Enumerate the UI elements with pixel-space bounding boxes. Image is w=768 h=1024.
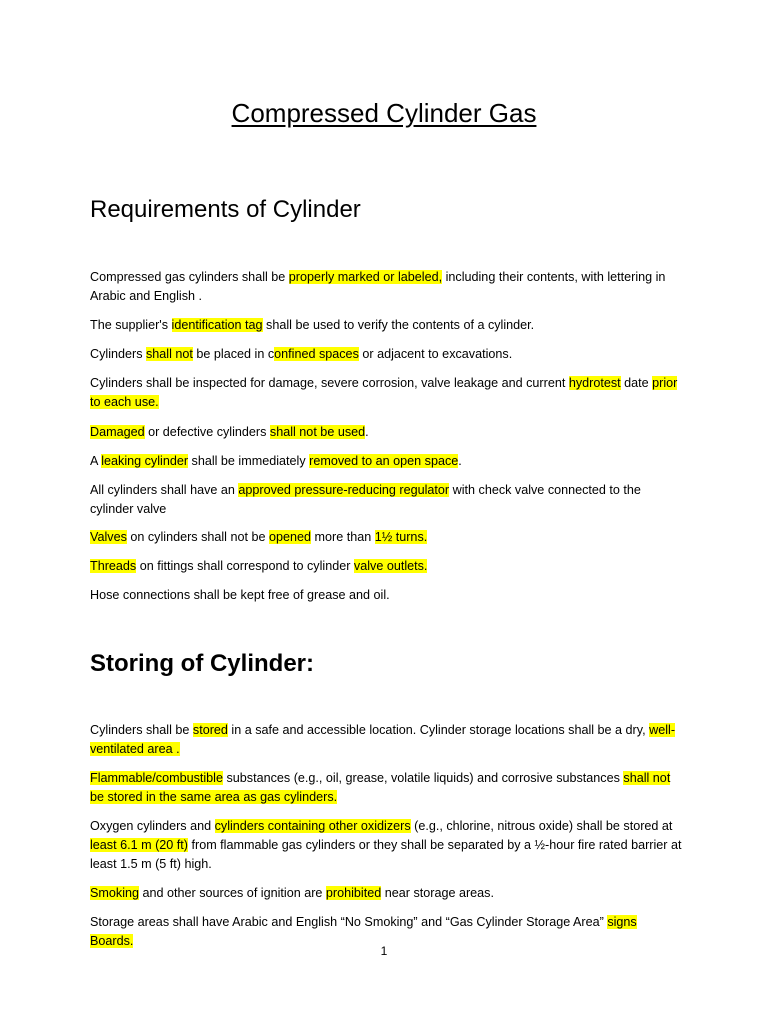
highlighted-text: onfined spaces	[274, 347, 359, 361]
requirements-paragraph-2	[90, 316, 682, 335]
text-run: Storage areas shall have Arabic and English “No Smoking” and “Gas Cylinder Storage Area”	[90, 915, 608, 929]
highlighted-text: least 6.1 m (20 ft)	[90, 838, 188, 852]
storing-heading: Storing of Cylinder:	[90, 650, 314, 677]
highlighted-text: properly marked or labeled,	[288, 270, 443, 284]
text-run: be placed in c	[192, 347, 275, 361]
document-title: Compressed Cylinder Gas	[231, 98, 537, 128]
text-run: with check valve connected to the cylinder valve	[90, 483, 641, 516]
highlighted-text: Threads	[90, 559, 137, 573]
highlighted-text: Smoking	[90, 886, 139, 900]
highlighted-text: Flammable/combustible	[90, 771, 223, 785]
highlighted-text: stored	[192, 723, 228, 737]
requirements-paragraph-9	[90, 557, 682, 576]
text-run: near storage areas.	[381, 886, 494, 900]
storing-paragraph-1	[90, 721, 682, 759]
text-run: or defective cylinders	[144, 425, 270, 439]
requirements-paragraph-3	[90, 345, 682, 364]
highlighted-text: prior to each use.	[90, 376, 678, 409]
text-run: Cylinders	[90, 347, 146, 361]
text-run: The supplier's	[90, 318, 172, 332]
text-run: A	[90, 454, 102, 468]
requirements-paragraph-1	[90, 268, 682, 306]
highlighted-text: approved pressure-reducing regulator	[238, 483, 450, 497]
text-run: All cylinders shall have an	[90, 483, 239, 497]
text-run: Hose connections shall be kept free of grease and oil.	[90, 588, 390, 602]
requirements-paragraph-4	[90, 374, 682, 412]
text-run: .	[365, 425, 369, 439]
highlighted-text: opened	[269, 530, 312, 544]
text-run: and other sources of ignition are	[139, 886, 326, 900]
text-run: substances (e.g., oil, grease, volatile liquids) and corrosive substances	[223, 771, 624, 785]
highlighted-text: shall not be used	[269, 425, 366, 439]
requirements-heading: Requirements of Cylinder	[90, 196, 361, 223]
highlighted-text: hydrotest	[568, 376, 621, 390]
text-run: more than	[311, 530, 375, 544]
highlighted-text: well-ventilated area .	[90, 723, 676, 756]
highlighted-text: valve outlets.	[353, 559, 428, 573]
highlighted-text: shall not	[146, 347, 193, 361]
storing-paragraph-2	[90, 769, 682, 807]
text-run: .	[458, 454, 462, 468]
requirements-paragraph-6	[90, 452, 682, 471]
text-run: from flammable gas cylinders or they shall be separated by a ½-hour fire rated barrier at least 1.5 m (5 ft) high.	[90, 838, 682, 871]
text-run: Cylinders shall be inspected for damage, severe corrosion, valve leakage and current	[90, 376, 569, 390]
requirements-paragraph-10	[90, 586, 682, 605]
text-run: shall be immediately	[188, 454, 310, 468]
requirements-paragraph-8	[90, 528, 682, 547]
highlighted-text: identification tag	[171, 318, 263, 332]
text-run: on cylinders shall not be	[126, 530, 269, 544]
highlighted-text: Damaged	[90, 425, 145, 439]
highlighted-text: shall not be stored in the same area as gas cylinders.	[90, 771, 671, 804]
highlighted-text: prohibited	[325, 886, 382, 900]
storing-paragraph-3	[90, 817, 682, 874]
highlighted-text: leaking cylinder	[101, 454, 189, 468]
text-run: (e.g., chlorine, nitrous oxide) shall be stored at	[410, 819, 673, 833]
text-run: Oxygen cylinders and	[90, 819, 215, 833]
text-run: including their contents, with lettering in Arabic and English .	[90, 270, 666, 303]
highlighted-text: signs Boards.	[90, 915, 637, 948]
text-run: Compressed gas cylinders shall be	[90, 270, 289, 284]
requirements-paragraph-5	[90, 423, 682, 442]
text-run: in a safe and accessible location. Cylinder storage locations shall be a dry,	[227, 723, 650, 737]
text-run: or adjacent to excavations.	[358, 347, 513, 361]
highlighted-text: 1½ turns.	[374, 530, 428, 544]
page-number: 1	[380, 944, 388, 958]
text-run: date	[620, 376, 653, 390]
storing-paragraph-4	[90, 884, 682, 903]
text-run: Cylinders shall be	[90, 723, 193, 737]
highlighted-text: cylinders containing other oxidizers	[214, 819, 411, 833]
text-run: shall be used to verify the contents of a cylinder.	[262, 318, 535, 332]
highlighted-text: removed to an open space	[309, 454, 459, 468]
requirements-paragraph-7	[90, 481, 682, 519]
highlighted-text: Valves	[90, 530, 127, 544]
text-run: on fittings shall correspond to cylinder	[136, 559, 354, 573]
